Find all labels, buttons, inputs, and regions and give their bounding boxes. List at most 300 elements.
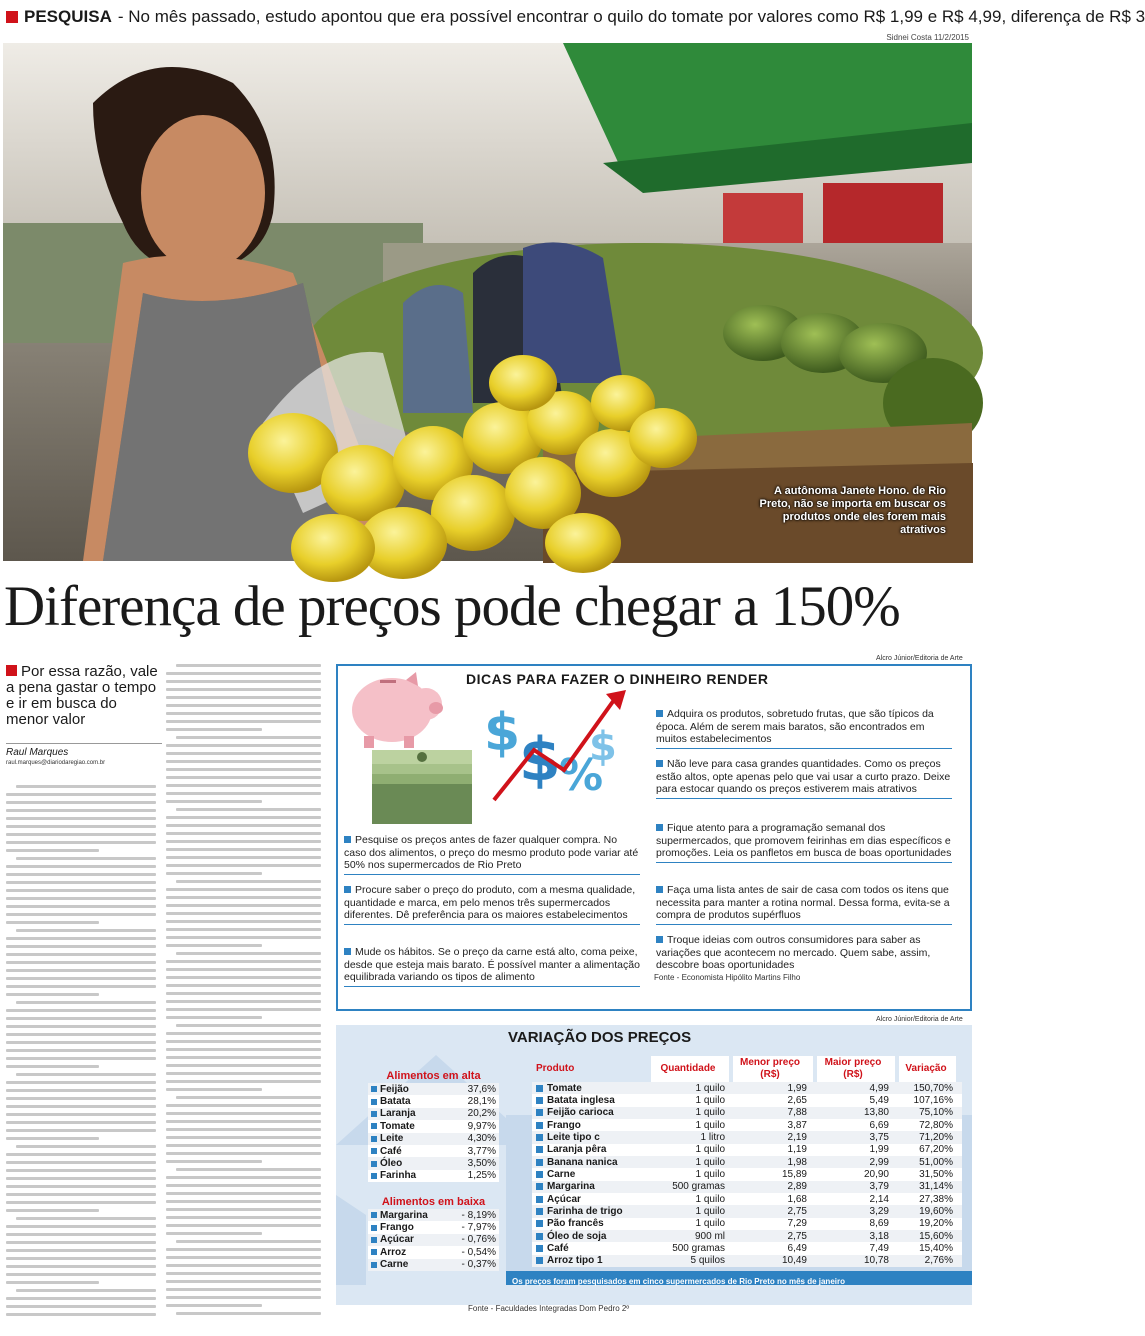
body-text-line — [166, 1088, 262, 1091]
cell-produto-label: Batata inglesa — [547, 1095, 615, 1107]
body-text-line — [16, 1073, 156, 1076]
svg-text:$: $ — [484, 703, 521, 763]
cell-c2: 1 quilo — [695, 1169, 725, 1181]
body-text-line — [176, 1168, 321, 1171]
bullet-icon — [371, 1148, 377, 1154]
body-text-line — [166, 712, 321, 715]
table-row — [532, 1156, 962, 1168]
cell-c3: 7,29 — [787, 1218, 807, 1230]
cell-c3: 2,89 — [787, 1181, 807, 1193]
cell-produto-label: Feijão carioca — [547, 1107, 614, 1119]
table-row — [532, 1082, 962, 1094]
cell-c2: 500 gramas — [672, 1243, 725, 1255]
bullet-icon — [536, 1257, 543, 1264]
cell-c5: 67,20% — [919, 1144, 953, 1156]
body-text-line — [6, 1057, 156, 1060]
body-text-line — [166, 856, 321, 859]
table-row — [532, 1205, 962, 1217]
bullet-icon — [536, 1109, 543, 1116]
cell-produto-label: Açúcar — [547, 1193, 581, 1205]
body-text-line — [166, 1064, 321, 1067]
alta-item-label: Óleo — [380, 1158, 403, 1170]
body-text-line — [176, 1312, 321, 1315]
bullet-icon — [344, 886, 351, 893]
body-text-line — [176, 736, 321, 739]
cell-c2: 1 quilo — [695, 1082, 725, 1094]
baixa-item-value: - 8,19% — [461, 1209, 496, 1221]
cell-c5: 107,16% — [913, 1095, 953, 1107]
cell-c3: 6,49 — [787, 1243, 807, 1255]
body-text-line — [6, 1185, 156, 1188]
baixa-item-label: Carne — [380, 1259, 409, 1271]
baixa-item-label: Açúcar — [380, 1234, 414, 1246]
tip-left-1: Pesquise os preços antes de fazer qualquer compra. No caso dos alimentos, o preço do mesmo produto pode variar até 50% nos supermercados de Rio Preto — [344, 834, 640, 872]
body-text-line — [6, 825, 156, 828]
body-text-line — [6, 1273, 156, 1276]
body-text-line — [166, 1160, 262, 1163]
cell-c3: 2,75 — [787, 1206, 807, 1218]
col-menor-preco: Menor preço (R$) — [729, 1056, 813, 1082]
body-text-line — [6, 1169, 156, 1172]
alta-item-name — [368, 1108, 440, 1119]
table-row — [532, 1242, 962, 1254]
body-text-line — [16, 1001, 156, 1004]
cell-produto — [532, 1144, 647, 1155]
dicas-source: Fonte - Economista Hipólito Martins Filho — [654, 973, 801, 982]
alta-item-value: 9,97% — [467, 1120, 496, 1132]
alta-row — [368, 1083, 499, 1095]
alta-item-name — [368, 1096, 440, 1107]
cell-c4: 6,69 — [869, 1119, 889, 1131]
table-row — [532, 1144, 962, 1156]
tip-rule — [656, 862, 952, 863]
table-header — [532, 1056, 962, 1082]
variacao-credit: Alcro Júnior/Editoria de Arte — [876, 1016, 963, 1023]
cash-stack-icon — [372, 750, 472, 824]
body-text-line — [176, 1024, 321, 1027]
cell-produto-label: Pão francês — [547, 1218, 604, 1230]
body-text-line — [166, 1080, 321, 1083]
cell-produto — [532, 1194, 647, 1205]
body-text-line — [6, 849, 99, 852]
body-text-line — [6, 841, 156, 844]
body-text-line — [166, 1104, 321, 1107]
bullet-icon — [656, 824, 663, 831]
alta-item-label: Batata — [380, 1096, 411, 1108]
body-text-line — [6, 1177, 156, 1180]
body-text-line — [6, 1121, 156, 1124]
variacao-footnote: Os preços foram pesquisados em cinco supermercados de Rio Preto no mês de janeiro — [512, 1277, 845, 1286]
body-text-line — [6, 985, 156, 988]
cell-produto — [532, 1107, 647, 1118]
body-text-line — [166, 1032, 321, 1035]
cell-c3: 2,65 — [787, 1095, 807, 1107]
alta-item-value: 1,25% — [467, 1170, 496, 1182]
cell-produto — [532, 1169, 647, 1180]
body-text-line — [166, 1048, 321, 1051]
body-text-line — [6, 1097, 156, 1100]
table-row — [532, 1094, 962, 1106]
body-text-line — [166, 776, 321, 779]
body-text-line — [166, 888, 321, 891]
body-text-line — [6, 1201, 156, 1204]
cell-produto-label: Arroz tipo 1 — [547, 1255, 603, 1267]
body-text-line — [6, 1233, 156, 1236]
body-text-line — [166, 1040, 321, 1043]
tip-rule — [656, 924, 952, 925]
body-text-line — [16, 785, 156, 788]
body-text-line — [6, 1113, 156, 1116]
kicker-text: - No mês passado, estudo apontou que era possível encontrar o quilo do tomate por valores como R$ 1,99 e R$ 4,99, diferença de R$ 3 — [117, 7, 1145, 26]
cell-c3: 3,87 — [787, 1119, 807, 1131]
body-text-line — [6, 801, 156, 804]
body-text-line — [6, 1081, 156, 1084]
alimentos-alta-box — [368, 1069, 499, 1182]
bullet-icon — [371, 1111, 377, 1117]
body-text-line — [6, 897, 156, 900]
cell-c3: 10,49 — [781, 1255, 807, 1267]
body-text-line — [166, 976, 321, 979]
table-row — [532, 1218, 962, 1230]
alta-item-value: 4,30% — [467, 1133, 496, 1145]
bullet-icon — [371, 1173, 377, 1179]
body-text-line — [166, 992, 321, 995]
body-text-line — [16, 1289, 156, 1292]
bullet-icon — [656, 760, 663, 767]
body-text-line — [166, 1304, 262, 1307]
body-text-line — [6, 833, 156, 836]
variacao-title: VARIAÇÃO DOS PREÇOS — [508, 1029, 692, 1046]
alta-item-name — [368, 1084, 440, 1095]
body-text-line — [166, 1000, 321, 1003]
alta-item-name — [368, 1146, 440, 1157]
variacao-source: Fonte - Faculdades Integradas Dom Pedro 2º — [468, 1304, 630, 1313]
table-row — [532, 1181, 962, 1193]
body-text-line — [6, 969, 156, 972]
cell-c3: 1,68 — [787, 1193, 807, 1205]
body-text-line — [176, 664, 321, 667]
alta-title: Alimentos em alta — [386, 1070, 481, 1082]
photo-illustration — [3, 43, 972, 561]
cell-produto — [532, 1095, 647, 1106]
photo-credit: Sidnei Costa 11/2/2015 — [886, 33, 969, 42]
svg-text:%: % — [559, 750, 604, 801]
deck-text: Por essa razão, vale a pena gastar o tempo e ir em busca do menor valor — [6, 663, 158, 728]
bullet-icon — [536, 1171, 543, 1178]
body-text-line — [166, 1192, 321, 1195]
alta-row — [368, 1157, 499, 1169]
baixa-item-name — [368, 1259, 440, 1270]
dicas-title: DICAS PARA FAZER O DINHEIRO RENDER — [466, 671, 769, 687]
table-row — [532, 1193, 962, 1205]
body-text-line — [166, 1216, 321, 1219]
cell-c3: 15,89 — [781, 1169, 807, 1181]
body-text-line — [166, 744, 321, 747]
cell-c4: 3,18 — [869, 1230, 889, 1242]
cell-c2: 1 quilo — [695, 1144, 725, 1156]
kicker — [6, 6, 1145, 28]
body-text-line — [166, 1128, 321, 1131]
body-text-line — [6, 1225, 156, 1228]
cell-c4: 3,29 — [869, 1206, 889, 1218]
body-text-line — [166, 832, 321, 835]
cell-c5: 19,20% — [919, 1218, 953, 1230]
body-text-line — [166, 912, 321, 915]
cell-c4: 2,99 — [869, 1156, 889, 1168]
body-text-line — [166, 1200, 321, 1203]
cell-c5: 75,10% — [919, 1107, 953, 1119]
body-text-line — [166, 1016, 262, 1019]
cell-c5: 27,38% — [919, 1193, 953, 1205]
bullet-icon — [536, 1159, 543, 1166]
body-text-line — [166, 1280, 321, 1283]
alta-item-label: Café — [380, 1145, 402, 1157]
alimentos-baixa-box — [368, 1195, 499, 1271]
body-text-line — [166, 864, 321, 867]
body-text-line — [166, 760, 321, 763]
body-text-line — [166, 920, 321, 923]
body-text-line — [166, 896, 321, 899]
body-text-line — [166, 1152, 321, 1155]
svg-text:$: $ — [519, 725, 561, 795]
cell-c4: 8,69 — [869, 1218, 889, 1230]
bullet-icon — [536, 1196, 543, 1203]
body-text-line — [6, 1017, 156, 1020]
table-row — [532, 1168, 962, 1180]
body-text-line — [166, 752, 321, 755]
body-text-line — [6, 1241, 156, 1244]
byline-email: raul.marques@diariodaregiao.com.br — [6, 760, 106, 766]
alta-item-label: Tomate — [380, 1120, 415, 1132]
body-text-line — [6, 889, 156, 892]
baixa-row — [368, 1209, 499, 1221]
table-row — [532, 1107, 962, 1119]
baixa-item-label: Arroz — [380, 1246, 407, 1258]
body-text-line — [6, 1193, 156, 1196]
baixa-item-value: - 0,76% — [461, 1234, 496, 1246]
body-text-line — [6, 921, 99, 924]
alta-item-label: Laranja — [380, 1108, 416, 1120]
body-text-line — [166, 1120, 321, 1123]
cell-produto — [532, 1206, 647, 1217]
cell-produto — [532, 1132, 647, 1143]
body-text-line — [16, 1217, 156, 1220]
body-text-line — [6, 1041, 156, 1044]
baixa-row — [368, 1246, 499, 1258]
bullet-icon — [536, 1085, 543, 1092]
body-text-line — [176, 1240, 321, 1243]
cell-produto-label: Farinha de trigo — [547, 1206, 623, 1218]
cell-c4: 2,14 — [869, 1193, 889, 1205]
tip-rule — [656, 748, 952, 749]
table-row — [532, 1230, 962, 1242]
alta-row — [368, 1108, 499, 1120]
body-text-line — [166, 688, 321, 691]
cell-c2: 1 quilo — [695, 1095, 725, 1107]
cell-c2: 1 quilo — [695, 1206, 725, 1218]
tip-right-1: Adquira os produtos, sobretudo frutas, que são típicos da época. Além de serem mais baratos, são encontrados em muitos estabelecimentos — [656, 708, 952, 746]
kicker-section: PESQUISA — [24, 7, 112, 26]
table-row — [532, 1131, 962, 1143]
tip-right-5: Troque ideias com outros consumidores para saber as variações que acontecem no mercado. Quem sabe, assim, descobre boas oportunidades — [656, 934, 931, 972]
bullet-icon — [536, 1233, 543, 1240]
tip-rule — [344, 874, 640, 875]
bullet-icon — [656, 936, 663, 943]
cell-c5: 31,50% — [919, 1169, 953, 1181]
body-text-line — [166, 1224, 321, 1227]
body-text-line — [166, 816, 321, 819]
alta-row — [368, 1095, 499, 1107]
cell-c2: 1 quilo — [695, 1107, 725, 1119]
body-text-line — [166, 720, 321, 723]
body-text-line — [6, 865, 156, 868]
body-text-line — [166, 1248, 321, 1251]
body-text-line — [16, 929, 156, 932]
cell-produto — [532, 1157, 647, 1168]
cell-c3: 7,88 — [787, 1107, 807, 1119]
body-text-line — [166, 984, 321, 987]
alta-row — [368, 1133, 499, 1145]
red-square-icon — [6, 11, 18, 23]
body-text-line — [6, 1257, 156, 1260]
baixa-row — [368, 1221, 499, 1233]
col-produto: Produto — [536, 1063, 575, 1074]
cell-c2: 1 quilo — [695, 1218, 725, 1230]
cell-c4: 7,49 — [869, 1243, 889, 1255]
cell-c5: 15,40% — [919, 1243, 953, 1255]
dicas-box — [336, 664, 972, 1011]
bullet-icon — [371, 1161, 377, 1167]
cell-c2: 1 quilo — [695, 1193, 725, 1205]
cell-produto-label: Margarina — [547, 1181, 595, 1193]
cell-produto — [532, 1231, 647, 1242]
body-column-1 — [6, 785, 156, 1325]
body-text-line — [16, 857, 156, 860]
byline: Raul Marques — [6, 747, 69, 758]
body-text-line — [6, 977, 156, 980]
alta-item-name — [368, 1133, 440, 1144]
bullet-icon — [371, 1262, 377, 1268]
cell-c4: 4,99 — [869, 1082, 889, 1094]
cell-c2: 1 litro — [700, 1132, 725, 1144]
price-table — [532, 1056, 962, 1267]
body-text-line — [166, 784, 321, 787]
bullet-icon — [536, 1208, 543, 1215]
tip-rule — [344, 986, 640, 987]
cell-produto — [532, 1083, 647, 1094]
piggy-bank-icon — [352, 672, 443, 748]
body-text-line — [16, 1145, 156, 1148]
body-text-line — [166, 1112, 321, 1115]
baixa-item-value: - 0,37% — [461, 1259, 496, 1271]
cell-c3: 2,75 — [787, 1230, 807, 1242]
cell-produto-label: Tomate — [547, 1082, 582, 1094]
body-text-line — [6, 1065, 99, 1068]
body-text-line — [6, 793, 156, 796]
body-text-line — [6, 1297, 156, 1300]
baixa-title: Alimentos em baixa — [381, 1196, 486, 1208]
body-text-line — [6, 1089, 156, 1092]
body-text-line — [6, 937, 156, 940]
body-text-line — [6, 1049, 156, 1052]
table-row — [532, 1119, 962, 1131]
body-text-line — [6, 817, 156, 820]
body-text-line — [166, 672, 321, 675]
body-text-line — [166, 728, 262, 731]
photo — [3, 43, 972, 561]
cell-produto — [532, 1218, 647, 1229]
photo-caption: A autônoma Janete Hono. de Rio Preto, não se importa em buscar os produtos onde eles forem mais atrativos — [759, 485, 946, 536]
cell-c4: 3,75 — [869, 1132, 889, 1144]
cell-c5: 15,60% — [919, 1230, 953, 1242]
cell-c5: 2,76% — [924, 1255, 953, 1267]
bullet-icon — [536, 1097, 543, 1104]
body-text-line — [166, 1288, 321, 1291]
red-square-icon — [6, 665, 17, 676]
baixa-item-label: Margarina — [380, 1209, 428, 1221]
tip-left-3: Mude os hábitos. Se o preço da carne está alto, coma peixe, desde que esteja mais barato. É possível manter a alimentação equilibrada variando os tipos de alimento — [344, 946, 640, 984]
body-text-line — [6, 1305, 156, 1308]
body-text-line — [6, 1129, 156, 1132]
body-text-line — [166, 1176, 321, 1179]
cell-c2: 1 quilo — [695, 1119, 725, 1131]
body-text-line — [166, 1144, 321, 1147]
body-text-line — [6, 1249, 156, 1252]
bullet-icon — [371, 1136, 377, 1142]
alta-item-value: 37,6% — [467, 1083, 496, 1095]
cell-produto — [532, 1255, 647, 1266]
baixa-item-name — [368, 1222, 440, 1233]
cell-produto — [532, 1243, 647, 1254]
bullet-icon — [371, 1237, 377, 1243]
alta-item-label: Farinha — [380, 1170, 417, 1182]
deck — [6, 664, 161, 728]
baixa-row — [368, 1234, 499, 1246]
cell-produto-label: Leite tipo c — [547, 1132, 600, 1144]
body-text-line — [166, 944, 262, 947]
body-text-line — [166, 1296, 321, 1299]
bullet-icon — [536, 1220, 543, 1227]
body-text-line — [6, 993, 99, 996]
tip-rule — [656, 798, 952, 799]
alta-item-value: 3,50% — [467, 1158, 496, 1170]
body-text-line — [166, 680, 321, 683]
body-text-line — [166, 1008, 321, 1011]
body-text-line — [176, 880, 321, 883]
body-text-line — [6, 1281, 99, 1284]
cell-c5: 31,14% — [919, 1181, 953, 1193]
body-text-line — [6, 945, 156, 948]
body-text-line — [176, 808, 321, 811]
bullet-icon — [371, 1225, 377, 1231]
cell-c4: 3,79 — [869, 1181, 889, 1193]
body-text-line — [166, 872, 262, 875]
cell-c5: 71,20% — [919, 1132, 953, 1144]
bullet-icon — [371, 1086, 377, 1092]
cell-c5: 51,00% — [919, 1156, 953, 1168]
baixa-item-name — [368, 1234, 440, 1245]
bullet-icon — [536, 1183, 543, 1190]
alta-item-label: Feijão — [380, 1083, 409, 1095]
body-text-line — [166, 1184, 321, 1187]
col-maior-preco: Maior preço (R$) — [813, 1056, 895, 1082]
body-text-line — [6, 873, 156, 876]
body-text-line — [166, 1264, 321, 1267]
body-column-2 — [166, 664, 321, 1324]
body-text-line — [6, 1033, 156, 1036]
cell-produto-label: Carne — [547, 1169, 576, 1181]
baixa-item-name — [368, 1247, 440, 1258]
